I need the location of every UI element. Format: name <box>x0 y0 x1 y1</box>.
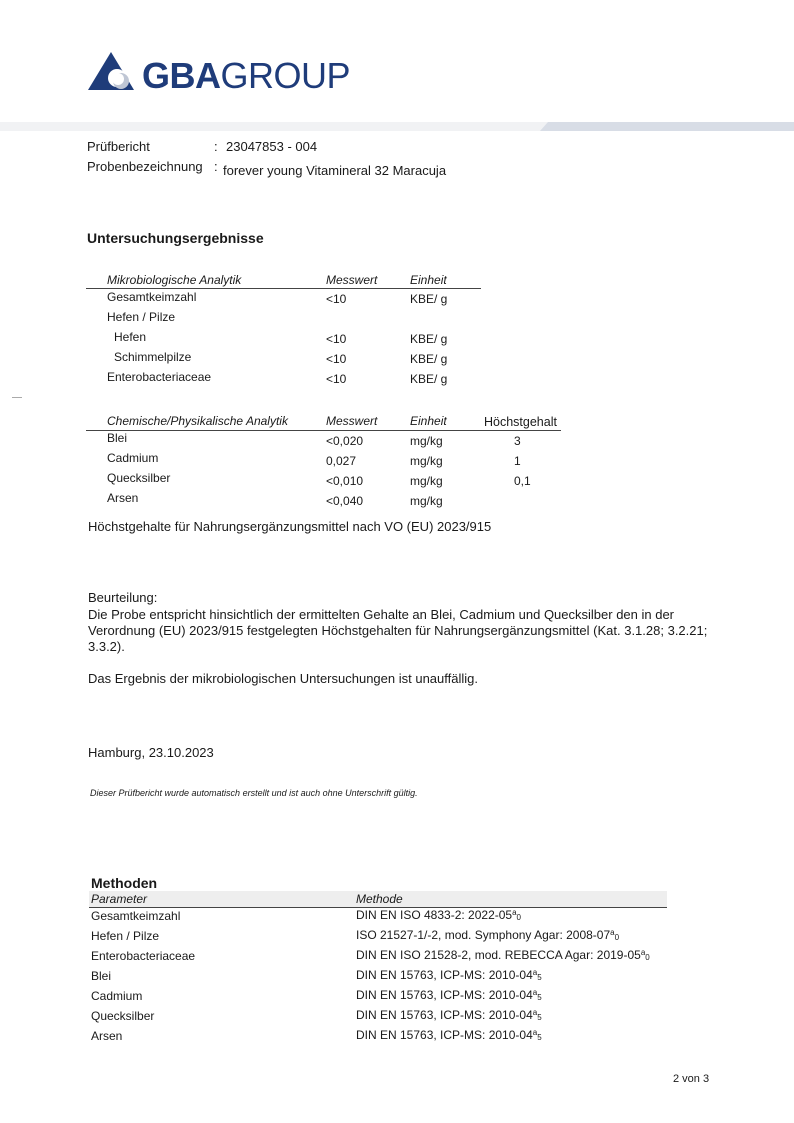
place-date: Hamburg, 23.10.2023 <box>88 745 214 760</box>
micro-row-name: Hefen / Pilze <box>107 310 176 324</box>
auto-generated-note: Dieser Prüfbericht wurde automatisch erstellt und ist auch ohne Unterschrift gültig. <box>90 788 418 798</box>
methods-row-parameter: Blei <box>91 969 112 983</box>
method-text: DIN EN 15763, ICP-MS: 2010-04 <box>356 968 533 982</box>
chem-row-name: Cadmium <box>107 451 159 465</box>
company-logo <box>88 52 378 94</box>
method-accreditation-mark: a <box>532 968 538 977</box>
micro-header-analysis: Mikrobiologische Analytik <box>107 273 242 287</box>
micro-header-unit: Einheit <box>410 273 447 287</box>
chem-header-analysis: Chemische/Physikalische Analytik <box>107 414 288 428</box>
methods-row-method <box>356 968 542 982</box>
chem-row-value: <0,020 <box>326 434 364 448</box>
micro-row-value: <10 <box>326 332 347 346</box>
micro-header-value: Messwert <box>326 273 378 287</box>
methods-header-method: Methode <box>356 892 403 906</box>
methods-row-method <box>356 928 619 942</box>
method-location-code: 5 <box>537 973 542 982</box>
method-location-code: 5 <box>537 1013 542 1022</box>
method-location-code: 0 <box>516 913 521 922</box>
logo-text-regular: GROUP <box>220 55 351 96</box>
micro-row-unit: KBE/ g <box>410 372 448 386</box>
assessment-line-2: Verordnung (EU) 2023/915 festgelegten Höchstgehalten für Nahrungsergänzungsmittel (Kat. 3.1.28; 3.2.21; <box>88 623 708 638</box>
chem-header-value: Messwert <box>326 414 378 428</box>
method-accreditation-mark: a <box>512 908 517 917</box>
method-accreditation-mark: a <box>532 988 538 997</box>
micro-row-name: Hefen <box>114 330 147 344</box>
methods-row-parameter: Quecksilber <box>91 1009 155 1023</box>
methods-row-parameter: Arsen <box>91 1029 123 1043</box>
page-number: 2 von 3 <box>673 1073 710 1085</box>
chem-row-unit: mg/kg <box>410 454 443 468</box>
assessment-line-1: Die Probe entspricht hinsichtlich der ermittelten Gehalte an Blei, Cadmium und Quecksilber den in der <box>88 607 675 622</box>
method-accreditation-mark: a <box>532 1008 538 1017</box>
method-location-code: 5 <box>537 993 542 1002</box>
chem-row-value: <0,040 <box>326 494 364 508</box>
chem-row-name: Quecksilber <box>107 471 171 485</box>
micro-result-statement: Das Ergebnis der mikrobiologischen Untersuchungen ist unauffällig. <box>88 671 478 686</box>
micro-row-name: Gesamtkeimzahl <box>107 290 197 304</box>
methods-header-parameter: Parameter <box>91 892 148 906</box>
report-number: 23047853 - 004 <box>226 139 318 154</box>
methods-row-method <box>356 988 542 1002</box>
method-text: DIN EN 15763, ICP-MS: 2010-04 <box>356 1008 533 1022</box>
micro-header-rule <box>86 288 481 289</box>
sample-name: forever young Vitamineral 32 Maracuja <box>223 163 447 178</box>
methods-row-parameter: Cadmium <box>91 989 143 1003</box>
methods-row-parameter: Gesamtkeimzahl <box>91 909 181 923</box>
method-accreditation-mark: a <box>610 928 615 937</box>
header-band-accent <box>540 122 794 131</box>
chem-row-max: 0,1 <box>514 474 531 488</box>
method-location-code: 0 <box>645 953 650 962</box>
micro-row-unit: KBE/ g <box>410 352 448 366</box>
micro-row-name: Schimmelpilze <box>114 350 192 364</box>
method-location-code: 0 <box>614 933 620 942</box>
methods-row-method <box>356 948 650 962</box>
method-location-code: 5 <box>537 1033 542 1042</box>
max-levels-note: Höchstgehalte für Nahrungsergänzungsmittel nach VO (EU) 2023/915 <box>88 519 492 534</box>
chem-row-unit: mg/kg <box>410 494 443 508</box>
methods-title: Methoden <box>91 875 158 891</box>
methods-row-method <box>356 1008 542 1022</box>
chem-row-max: 3 <box>514 434 521 448</box>
report-colon: : <box>214 139 218 154</box>
method-text: ISO 21527-1/-2, mod. Symphony Agar: 2008-07 <box>356 928 611 942</box>
method-accreditation-mark: a <box>532 1028 538 1037</box>
logo-text-bold: GBA <box>142 55 221 96</box>
chem-row-value: 0,027 <box>326 454 357 468</box>
method-accreditation-mark: a <box>640 948 646 957</box>
chem-row-unit: mg/kg <box>410 434 443 448</box>
assessment-line-3: 3.3.2). <box>88 639 125 654</box>
method-text: DIN EN 15763, ICP-MS: 2010-04 <box>356 1028 533 1042</box>
methods-row-method <box>356 908 521 922</box>
chem-header-max: Höchstgehalt <box>484 415 557 429</box>
micro-row-unit: KBE/ g <box>410 332 448 346</box>
sample-label: Probenbezeichnung <box>87 159 203 174</box>
report-label: Prüfbericht <box>87 139 150 154</box>
method-text: DIN EN ISO 4833-2: 2022-05 <box>356 908 513 922</box>
methods-row-parameter: Enterobacteriaceae <box>91 949 196 963</box>
chem-row-value: <0,010 <box>326 474 364 488</box>
chem-row-name: Blei <box>107 431 128 445</box>
sample-colon: : <box>214 159 218 174</box>
micro-row-unit: KBE/ g <box>410 292 448 306</box>
micro-row-value: <10 <box>326 372 347 386</box>
assessment-label: Beurteilung: <box>88 590 158 605</box>
micro-row-value: <10 <box>326 352 347 366</box>
chem-row-max: 1 <box>514 454 521 468</box>
fold-mark <box>12 397 22 398</box>
gba-triangle-icon <box>88 52 134 92</box>
micro-row-value: <10 <box>326 292 347 306</box>
method-text: DIN EN 15763, ICP-MS: 2010-04 <box>356 988 533 1002</box>
methods-row-parameter: Hefen / Pilze <box>91 929 160 943</box>
method-text: DIN EN ISO 21528-2, mod. REBECCA Agar: 2019-05 <box>356 948 641 962</box>
chem-row-name: Arsen <box>107 491 139 505</box>
chem-header-unit: Einheit <box>410 414 447 428</box>
chem-header-rule <box>86 430 561 431</box>
micro-row-name: Enterobacteriaceae <box>107 370 212 384</box>
chem-row-unit: mg/kg <box>410 474 443 488</box>
results-title: Untersuchungsergebnisse <box>87 230 264 246</box>
methods-row-method <box>356 1028 542 1042</box>
